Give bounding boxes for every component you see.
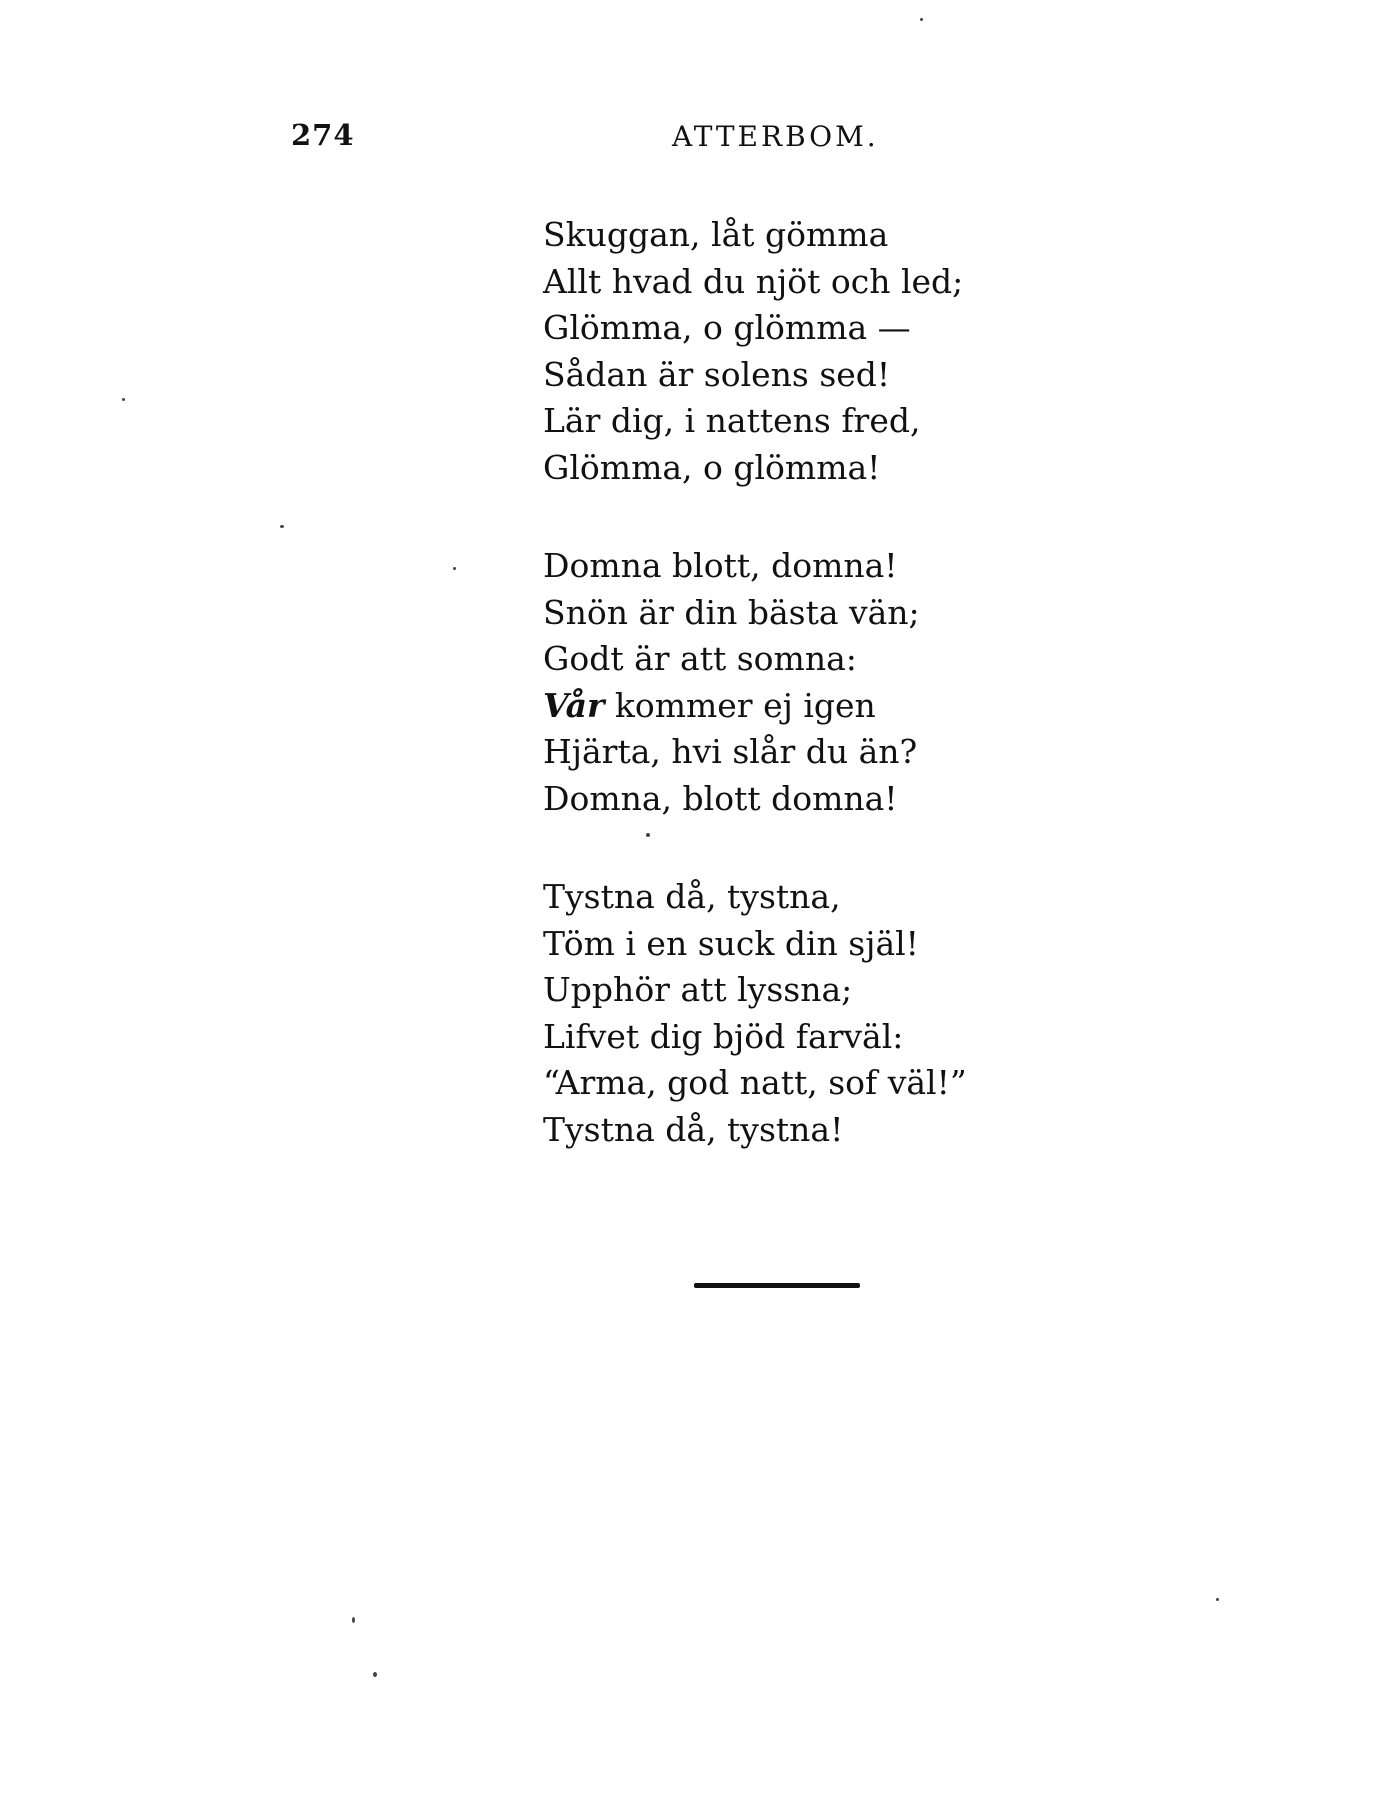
poem-line: Lär dig, i nattens fred, bbox=[543, 401, 921, 440]
scan-speck bbox=[280, 525, 284, 528]
poem-line: Hjärta, hvi slår du än? bbox=[543, 732, 918, 771]
scan-speck bbox=[373, 1672, 377, 1677]
poem-line: Domna, blott domna! bbox=[543, 778, 898, 818]
scan-speck bbox=[122, 398, 125, 401]
stanza-3 bbox=[543, 874, 1063, 1153]
poem-line: Snön är din bästa vän; bbox=[543, 592, 920, 632]
poem-line: Domna blott, domna! bbox=[543, 546, 898, 585]
poem-line: Sådan är solens sed! bbox=[543, 354, 891, 394]
stanza-1 bbox=[543, 212, 1063, 491]
poem-line: Skuggan, låt gömma bbox=[543, 215, 889, 254]
poem-line: Glömma, o glömma! bbox=[543, 447, 881, 487]
poem-line: Upphör att lyssna; bbox=[543, 970, 853, 1009]
poem-line: Tystna då, tystna! bbox=[543, 1109, 844, 1149]
end-rule-divider bbox=[694, 1283, 860, 1288]
running-title: ATTERBOM. bbox=[672, 120, 879, 153]
scan-speck bbox=[646, 833, 650, 837]
italic-word: Vår bbox=[543, 685, 605, 725]
poem-line-with-italic bbox=[543, 683, 1063, 730]
poem-line: Töm i en suck din själ! bbox=[543, 923, 919, 963]
scan-speck bbox=[352, 1617, 355, 1623]
poem-line: Godt är att somna: bbox=[543, 639, 857, 678]
poem-line: Allt hvad du njöt och led; bbox=[543, 261, 964, 301]
poem bbox=[543, 212, 1063, 1205]
stanza-2 bbox=[543, 543, 1063, 822]
scan-speck bbox=[920, 18, 923, 21]
line-rest: kommer ej igen bbox=[604, 685, 876, 725]
scan-speck bbox=[453, 567, 456, 570]
poem-line: Glömma, o glömma — bbox=[543, 308, 911, 347]
poem-line: “Arma, god natt, sof väl!” bbox=[543, 1063, 967, 1102]
page-number: 274 bbox=[291, 118, 355, 152]
poem-line: Lifvet dig bjöd farväl: bbox=[543, 1016, 904, 1056]
poem-line: Tystna då, tystna, bbox=[543, 877, 841, 916]
scan-speck bbox=[1216, 1598, 1219, 1601]
